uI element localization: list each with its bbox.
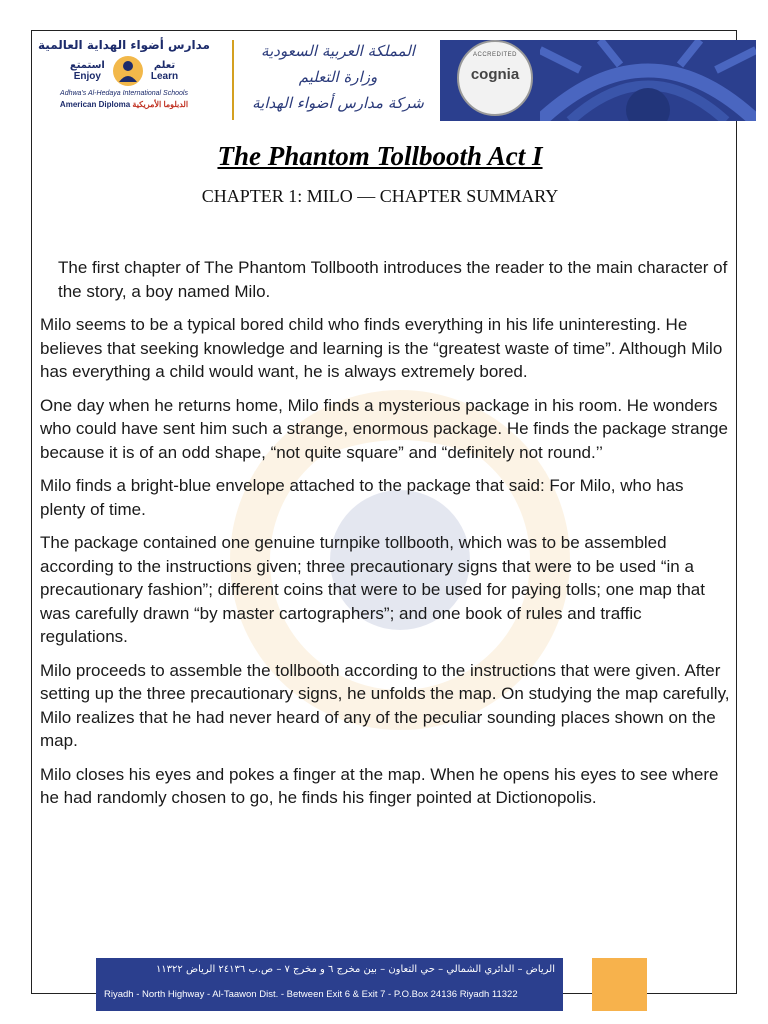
school-name-english: Adhwa's Al-Hedaya International Schools (60, 90, 188, 97)
enjoy-arabic: استمتع (69, 60, 105, 71)
footer-address-arabic: الرياض – الدائري الشمالي – حي التعاون – بين مخرج ٦ و مخرج ٧ – ص.ب ٢٤١٣٦ الرياض ١١٣٢٢ (155, 964, 555, 975)
header-divider (232, 40, 234, 120)
footer-accent-block (592, 958, 647, 1011)
learn-arabic: تعلم (153, 60, 176, 71)
diploma-arabic: الدبلوما الأمريكية (132, 100, 189, 109)
kingdom-name: المملكة العربية السعودية (261, 42, 415, 60)
paragraph: Milo finds a bright-blue envelope attached to the package that said: For Milo, who has plenty of time. (40, 476, 684, 519)
header-banner (440, 40, 756, 121)
paragraph: The package contained one genuine turnpike tollbooth, which was to be assembled according to the instructions given; three precautionary signs that were to be used “in a precautionary fashion”; different coins that were to be used for paying tolls; one map that was carefully drawn “by master cartographers”; and one book of rules and traffic regulations. (40, 533, 705, 646)
enjoy-label: Enjoy (73, 71, 101, 82)
diploma-english: American Diploma (59, 100, 131, 109)
paragraph: Milo closes his eyes and pokes a finger at the map. When he opens his eyes to see where he had randomly chosen to go, he finds his finger pointed at Dictionopolis. (40, 764, 719, 807)
cognia-badge (457, 40, 533, 116)
banner-eye-graphic (540, 40, 756, 121)
paragraph: Milo proceeds to assemble the tollbooth according to the instructions that were given. After setting up the three precautionary signs, he unfolds the map. On studying the map carefully, Milo realizes that he had never heard of any of the peculiar sounding places shown on the map. (40, 660, 730, 750)
learn-label: Learn (150, 71, 179, 82)
company-name: شركة مدارس أضواء الهداية (252, 94, 424, 112)
paragraph: The first chapter of The Phantom Tollbooth introduces the reader to the main character of the story, a boy named Milo. (58, 258, 728, 301)
footer-address-english: Riyadh - North Highway - Al-Taawon Dist. - Between Exit 6 & Exit 7 - P.O.Box 24136 Riyadh 11322 (104, 989, 518, 1000)
accredited-label: ACCREDITED (472, 52, 517, 58)
school-name-arabic: مدارس أضواء الهداية العالمية (38, 38, 210, 52)
school-logo (34, 36, 214, 128)
document-subtitle: CHAPTER 1: MILO — CHAPTER SUMMARY (201, 186, 559, 206)
cognia-label: cognia (470, 66, 520, 83)
footer-address-bar (96, 958, 563, 1011)
paragraph: Milo seems to be a typical bored child who finds everything in his life uninteresting. He believes that seeking knowledge and learning is the “greatest waste of time”. Although Milo has everything a child would want, he is always extremely bored. (40, 315, 723, 381)
ministry-logo (248, 38, 428, 124)
ministry-name: وزارة التعليم (298, 68, 378, 86)
summary-body (40, 256, 730, 820)
child-emblem-icon (111, 54, 145, 88)
document-title: The Phantom Tollbooth Act I (217, 141, 543, 171)
paragraph: One day when he returns home, Milo finds a mysterious package in his room. He wonders who could have sent him such a strange, enormous package. He finds the package strange because it is of an odd shape, “not quite square” and “definitely not round.’’ (40, 395, 728, 462)
